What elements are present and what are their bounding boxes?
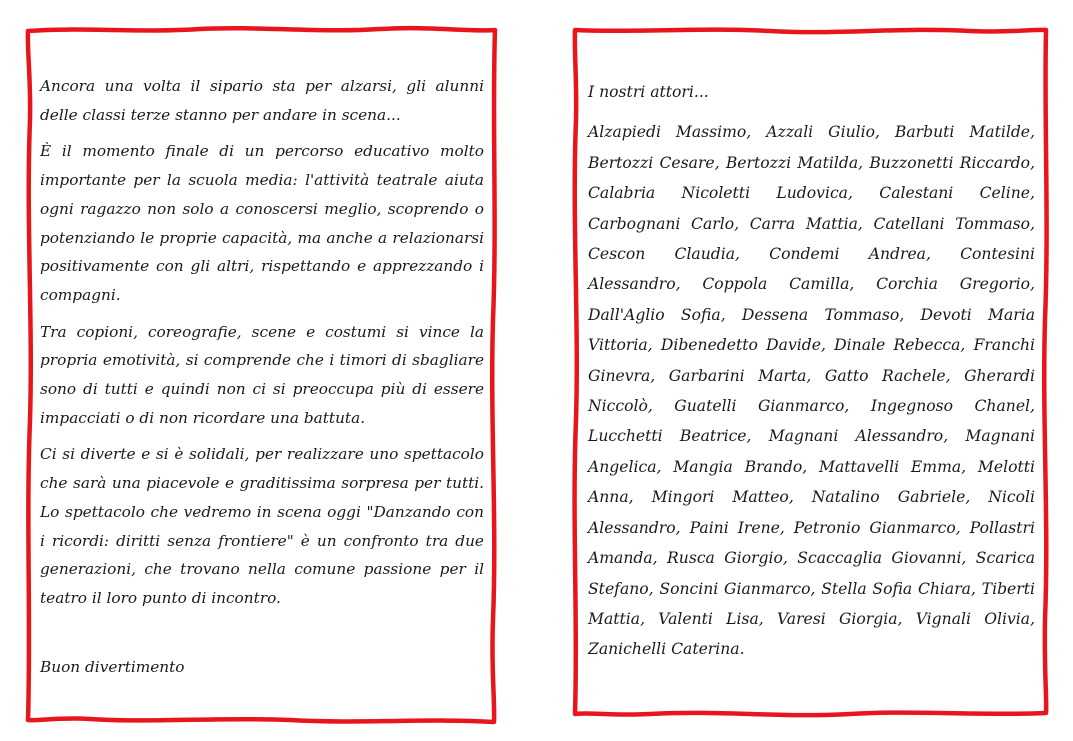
cast-heading: I nostri attori...: [588, 83, 709, 101]
closing-line: Buon divertimento: [40, 657, 185, 676]
cast-names: Alzapiedi Massimo, Azzali Giulio, Barbuti Matilde, Bertozzi Cesare, Bertozzi Matilda, Buzzonetti Riccardo, Calabria Nicoletti Ludovica, Calestani Celine, Carbognani Carlo, Carra Mattia, Catellani Tommaso, Cescon Claudia, Condemi Andrea, Contesini Alessandro, Coppola Camilla, Corchia Gregorio, Dall'Aglio Sofia, Dessena Tommaso, Devoti Maria Vittoria, Dibenedetto Davide, Dinale Rebecca, Franchi Ginevra, Garbarini Marta, Gatto Rachele, Gherardi Niccolò, Guatelli Gianmarco, Ingegnoso Chanel, Lucchetti Beatrice, Magnani Alessandro, Magnani Angelica, Mangia Brando, Mattavelli Emma, Melotti Anna, Mingori Matteo, Natalino Gabriele, Nicoli Alessandro, Paini Irene, Petronio Gianmarco, Pollastri Amanda, Rusca Giorgio, Scaccaglia Giovanni, Scarica Stefano, Soncini Gianmarco, Stella Sofia Chiara, Tiberti Mattia, Valenti Lisa, Varesi Giorgia, Vignali Olivia, Zanichelli Caterina.: [588, 123, 1035, 659]
intro-letter: [40, 72, 484, 689]
intro-paragraph-2: È il momento finale di un percorso educativo molto importante per la scuola media: l'attività teatrale aiuta ogni ragazzo non solo a conoscersi meglio, scoprendo o potenziando le proprie capacità, ma anche a relazionarsi positivamente con gli altri, rispettando e apprezzando i compagni.: [40, 142, 484, 304]
intro-paragraph-3: Tra copioni, coreografie, scene e costumi si vince la propria emotività, si comprende che i timori di sbagliare sono di tutti e quindi non ci si preoccupa più di essere impacciati o di non ricordare una battuta.: [40, 322, 484, 427]
intro-paragraph-4: Ci si diverte e si è solidali, per realizzare uno spettacolo che sarà una piacevole e graditissima sorpresa per tutti. Lo spettacolo che vedremo in scena oggi "Danzando con i ricordi: diritti senza frontiere" è un confronto tra due generazioni, che trovano nella comune passione per il teatro il loro punto di incontro.: [40, 445, 484, 607]
intro-paragraph-1: Ancora una volta il sipario sta per alzarsi, gli alunni delle classi terze stanno per andare in scena...: [40, 77, 484, 124]
cast-list: [588, 77, 1035, 675]
